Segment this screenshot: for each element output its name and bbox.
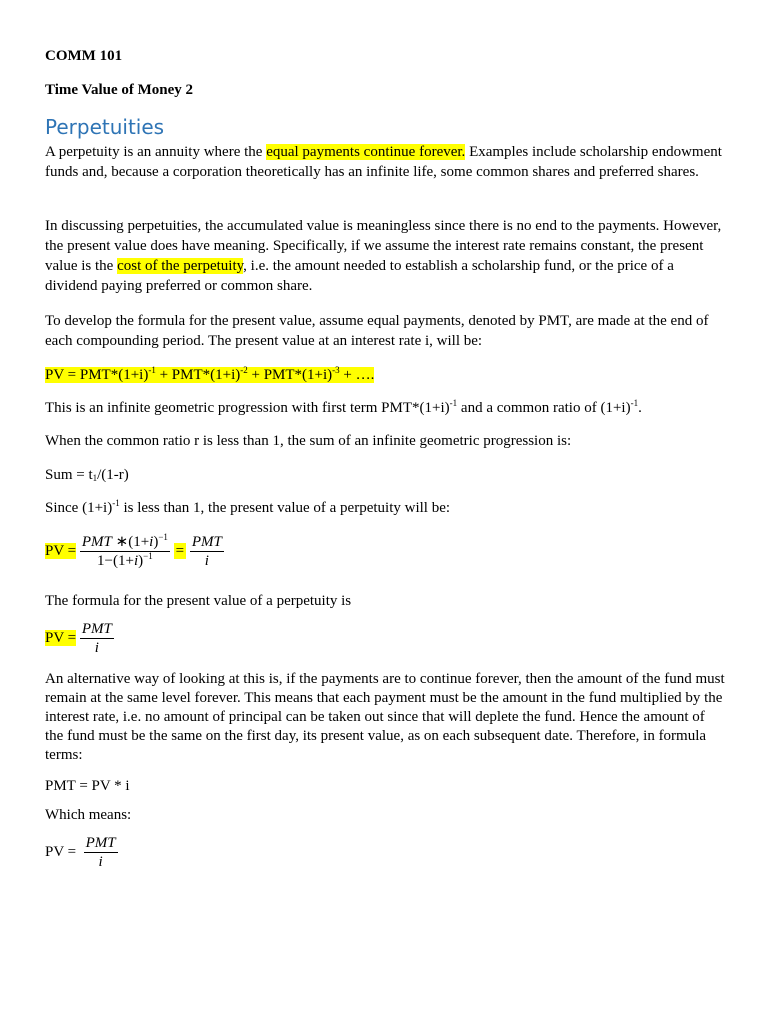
- course-code: COMM 101: [45, 48, 123, 64]
- paragraph-since: Since $(1+i)^{-1}$ is less than 1, the present value of a perpetuity will be:: [45, 498, 451, 516]
- fraction-pmt-over-i: $\frac{\text{PMT}}{i}$: [191, 534, 222, 569]
- equation-sum: Sum = $t_1/(1-r)$: [45, 467, 129, 483]
- fraction-pv-final: $\frac{\text{PMT}}{i}$: [85, 835, 116, 870]
- paragraph-develop-formula: To develop the formula for the present value, assume equal payments, denoted by PMT, are made at the end of each compounding period. The present value at an interest rate i, will be:: [45, 313, 709, 349]
- fraction-pv-perpetuity: $\frac{\text{PMT}}{i}$: [81, 621, 112, 656]
- fraction-pv-derivation: $\frac{PMT ∗(1+i)^{-1}}{1-(1+i)^{-1}}$: [81, 532, 168, 569]
- paragraph-geometric: This is an infinite geometric progression with first term $PMT*(1+i)^{-1}$ and a common ratio of $(1+i)^{-1}$.: [45, 398, 642, 416]
- highlight-cost-of-perpetuity: cost of the perpetuity: [117, 258, 244, 274]
- highlight-equal-payments: equal payments continue forever.: [266, 144, 466, 160]
- paragraph-present-value: In discussing perpetuities, the accumulated value is meaningless since there is no end to the payments. However, the present value does have meaning. Specifically, if we assume the interest rate remains constant, the present value is the cost of the perpetuity, i.e. the amount needed to establish a scholarship fund, or the price of a dividend paying preferred or common share.: [45, 218, 722, 294]
- paragraph-common-ratio: When the common ratio r is less than 1, the sum of an infinite geometric progression is:: [45, 433, 572, 449]
- equation-pv-perpetuity: PV = $\frac{\text{PMT}}{i}$: [45, 621, 112, 656]
- paragraph-which-means: Which means:: [45, 807, 132, 823]
- equation-pmt: PMT = PV * i: [45, 778, 130, 794]
- document-title: Time Value of Money 2: [45, 82, 194, 98]
- paragraph-definition: A perpetuity is an annuity where the equal payments continue forever. Examples include scholarship endowment funds and, because a corporation theoretically has an infinite life, some common shares and preferred shares.: [45, 144, 722, 180]
- equation-series: PV = $PMT*(1+i)^{-1} + PMT*(1+i)^{-2} + PMT*(1+i)^{-3}$ + ….: [45, 365, 375, 383]
- equation-pv-derivation: PV = $\frac{PMT ∗(1+i)^{-1}}{1-(1+i)^{-1}}$ = $\frac{\text{PMT}}{i}$: [45, 532, 222, 569]
- paragraph-alternative: An alternative way of looking at this is, if the payments are to continue forever, then the amount of the fund must remain at the same level forever. This means that each payment must be the amount in the fund multiplied by the interest rate, i.e. no amount of principal can be taken out since that will deplete the fund. Hence the amount of the fund must be the same on the first day, its present value, as on each subsequent date. Therefore, in formula terms:: [45, 671, 725, 763]
- equation-pv-final: PV = $\frac{\text{PMT}}{i}$: [45, 835, 116, 870]
- section-heading: Perpetuities: [45, 115, 165, 139]
- paragraph-formula-intro: The formula for the present value of a perpetuity is: [45, 593, 352, 609]
